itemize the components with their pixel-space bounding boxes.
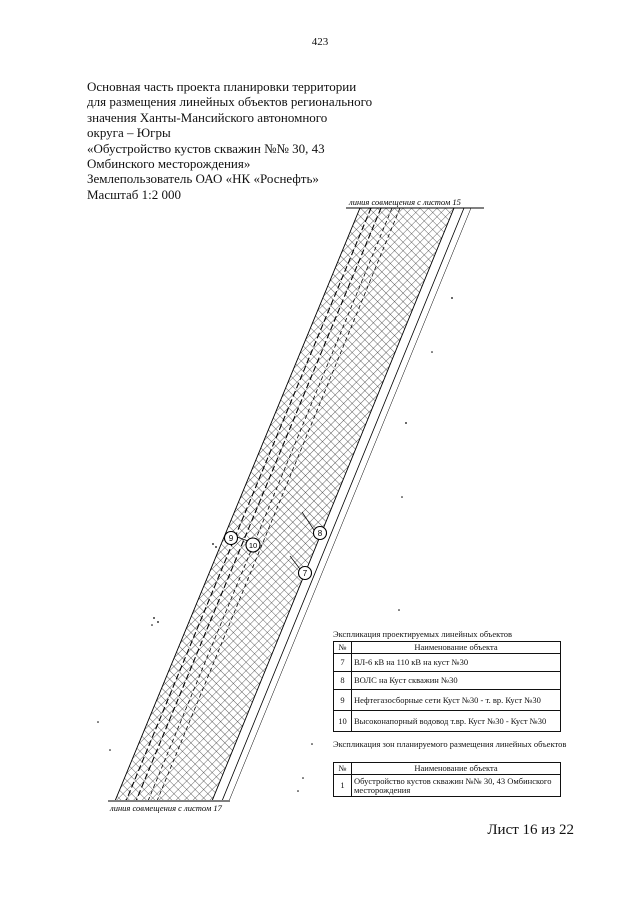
table-header-cell: № — [334, 642, 352, 654]
svg-text:8: 8 — [317, 529, 323, 538]
title-line: для размещения линейных объектов регионального — [87, 94, 373, 110]
svg-text:9: 9 — [228, 534, 234, 543]
table1-caption: Экспликация проектируемых линейных объектов — [333, 629, 512, 639]
title-line: Основная часть проекта планировки территории — [87, 79, 357, 94]
table-cell-num: 8 — [334, 672, 352, 690]
top-match-label: линия совмещения с листом 15 — [349, 197, 461, 207]
table-cell-num: 1 — [334, 775, 352, 797]
svg-text:10: 10 — [248, 541, 258, 550]
title-line: «Обустройство кустов скважин №№ 30, 43 — [87, 140, 325, 156]
table-cell-num: 7 — [334, 654, 352, 672]
table-cell-name: Высоконапорный водовод т.вр. Куст №30 - Куст №30 — [352, 711, 561, 732]
projected-objects-table — [333, 641, 561, 732]
table-cell-name: Обустройство кустов скважин №№ 30, 43 Омбинского месторождения — [352, 775, 561, 797]
title-line: значения Ханты-Мансийского автономного — [87, 109, 328, 125]
title-line: Землепользователь ОАО «НК «Роснефть» — [87, 171, 319, 187]
table-cell-num: 9 — [334, 690, 352, 711]
page-number: 423 — [311, 36, 329, 48]
table-cell-name: ВОЛС на Куст скважин №30 — [352, 672, 561, 690]
marker-9 — [225, 532, 238, 545]
zones-table — [333, 762, 561, 797]
table-header-cell: Наименование объекта — [352, 763, 561, 775]
table-header-cell: Наименование объекта — [352, 642, 561, 654]
table-cell-name: Нефтегазосборные сети Куст №30 - т. вр. Куст №30 — [352, 690, 561, 711]
title-line: Масштаб 1:2 000 — [87, 186, 181, 202]
table2-caption: Экспликация зон планируемого размещения линейных объектов — [333, 739, 567, 749]
marker-7 — [299, 567, 312, 580]
bottom-match-label: линия совмещения с листом 17 — [110, 803, 222, 813]
table-cell-name: ВЛ-6 кВ на 110 кВ на куст №30 — [352, 654, 561, 672]
table-cell-num: 10 — [334, 711, 352, 732]
sheet-footer: Лист 16 из 22 — [487, 822, 574, 838]
marker-10 — [246, 538, 260, 552]
title-line: округа – Югры — [87, 125, 171, 141]
table-header-cell: № — [334, 763, 352, 775]
marker-8 — [314, 527, 327, 540]
title-line: Омбинского месторождения» — [87, 156, 251, 172]
svg-text:7: 7 — [302, 569, 308, 578]
